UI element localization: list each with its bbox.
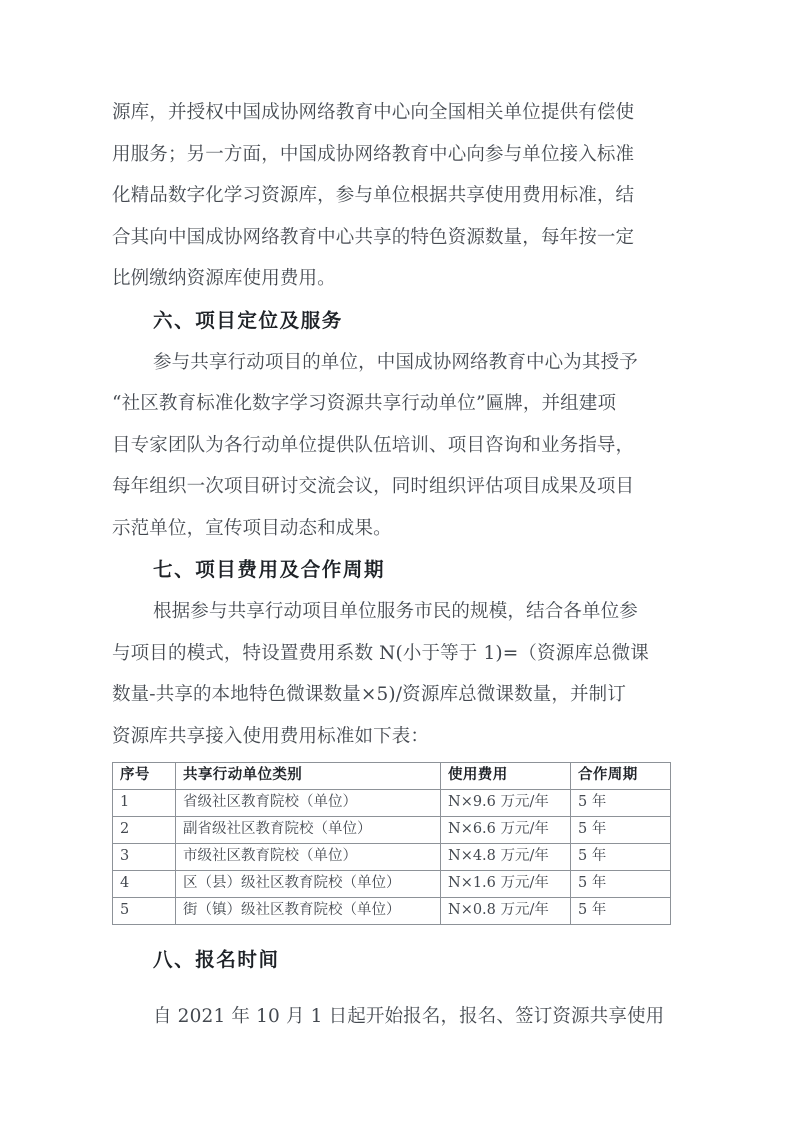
section-heading: 八、报名时间 — [153, 948, 280, 971]
paragraph-line: 源库，并授权中国成协网络教育中心向全国相关单位提供有偿使 — [112, 102, 635, 123]
table-header-fee: 使用费用 — [441, 763, 571, 790]
table-row — [113, 817, 671, 844]
paragraph-line: 资源库共享接入使用费用标准如下表： — [112, 725, 430, 747]
table-row — [113, 871, 671, 898]
paragraph-line: 每年组织一次项目研讨交流会议，同时组织评估项目成果及项目 — [112, 476, 635, 497]
cell-index: 1 — [113, 790, 176, 817]
paragraph-line: 用服务；另一方面，中国成协网络教育中心向参与单位接入标准 — [112, 143, 635, 165]
cell-index: 2 — [113, 817, 176, 844]
cell-category: 副省级社区教育院校（单位） — [176, 817, 441, 844]
paragraph-line: 自 2021 年 10 月 1 日起开始报名，报名、签订资源共享使用 — [153, 1006, 665, 1027]
cell-category: 市级社区教育院校（单位） — [176, 844, 441, 871]
cell-category: 省级社区教育院校（单位） — [176, 790, 441, 817]
cell-category: 街（镇）级社区教育院校（单位） — [176, 898, 441, 925]
document-body — [112, 92, 672, 757]
cell-cycle: 5 年 — [571, 871, 671, 898]
section-heading: 七、项目费用及合作周期 — [153, 558, 386, 581]
spacer — [112, 982, 672, 996]
cell-fee: N×4.8 万元/年 — [441, 844, 571, 871]
section-six — [112, 300, 672, 550]
section-seven — [112, 549, 672, 757]
cell-fee: N×1.6 万元/年 — [441, 871, 571, 898]
cell-cycle: 5 年 — [571, 844, 671, 871]
paragraph-line: 目专家团队为各行动单位提供队伍培训、项目咨询和业务指导， — [112, 434, 635, 456]
paragraph-line: 根据参与共享行动项目单位服务市民的规模，结合各单位参 — [153, 601, 638, 622]
paragraph-line: 合其向中国成协网络教育中心共享的特色资源数量，每年按一定 — [112, 226, 635, 248]
cell-index: 3 — [113, 844, 176, 871]
paragraph-line: 示范单位，宣传项目动态和成果。 — [112, 517, 392, 539]
cell-category: 区（县）级社区教育院校（单位） — [176, 871, 441, 898]
paragraph-line: 与项目的模式，特设置费用系数 N(小于等于 1)=（资源库总微课 — [112, 642, 649, 664]
table-header-index: 序号 — [113, 763, 176, 790]
cell-fee: N×9.6 万元/年 — [441, 790, 571, 817]
cell-fee: N×6.6 万元/年 — [441, 817, 571, 844]
cell-cycle: 5 年 — [571, 898, 671, 925]
paragraph-resource-authorization — [112, 92, 672, 300]
fee-table-container — [112, 762, 670, 925]
section-heading: 六、项目定位及服务 — [153, 308, 343, 332]
cell-index: 5 — [113, 898, 176, 925]
table-row — [113, 898, 671, 925]
cell-index: 4 — [113, 871, 176, 898]
table-header-row — [113, 763, 671, 790]
section-eight — [112, 938, 672, 1038]
table-header-cycle: 合作周期 — [571, 763, 671, 790]
table-row — [113, 790, 671, 817]
paragraph-line: 化精品数字化学习资源库，参与单位根据共享使用费用标准，结 — [112, 185, 635, 206]
paragraph-line: 比例缴纳资源库使用费用。 — [112, 268, 336, 289]
table-header-category: 共享行动单位类别 — [176, 763, 441, 790]
cell-cycle: 5 年 — [571, 790, 671, 817]
cell-fee: N×0.8 万元/年 — [441, 898, 571, 925]
table-row — [113, 844, 671, 871]
fee-standard-table — [112, 762, 671, 925]
paragraph-line: 参与共享行动项目的单位，中国成协网络教育中心为其授予 — [153, 351, 638, 373]
paragraph-line: “社区教育标准化数字学习资源共享行动单位”匾牌，并组建项 — [112, 393, 617, 414]
cell-cycle: 5 年 — [571, 817, 671, 844]
paragraph-line: 数量-共享的本地特色微课数量×5)/资源库总微课数量，并制订 — [112, 684, 626, 705]
